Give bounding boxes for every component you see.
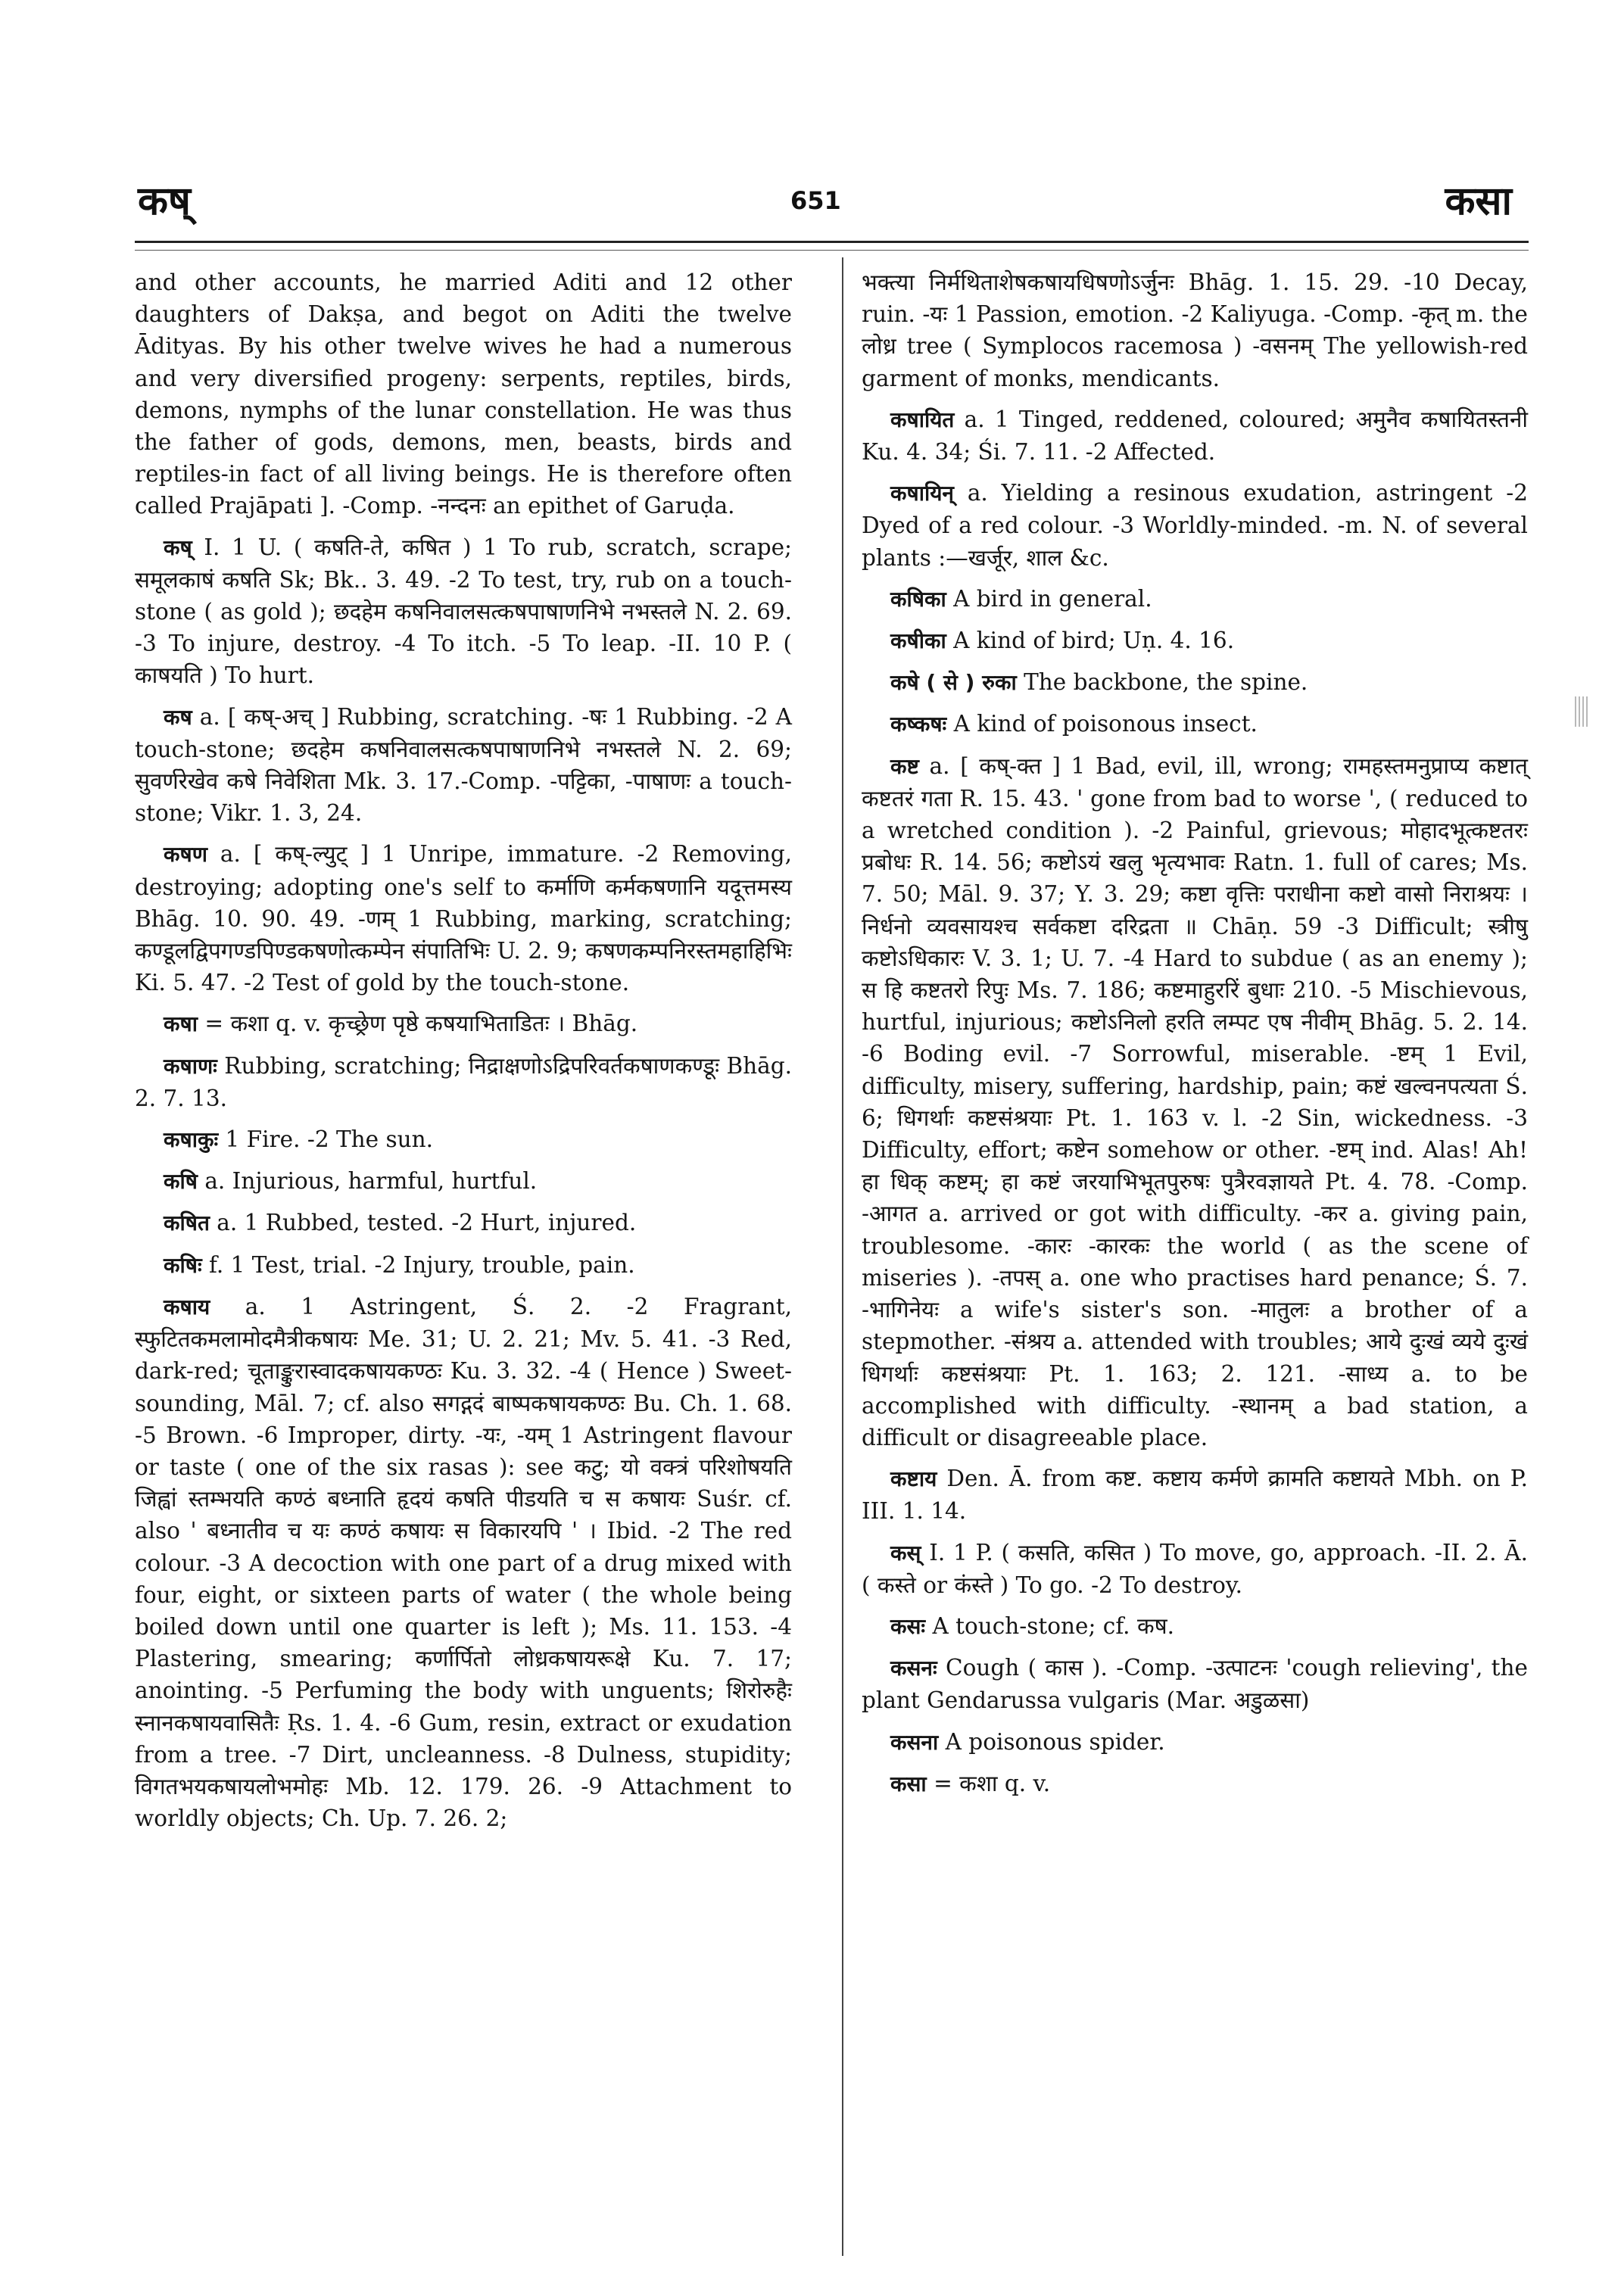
entry-text: A poisonous spider.: [945, 1728, 1165, 1755]
entry-headword: कष: [164, 704, 192, 730]
entry-text: Rubbing, scratching; निद्राक्षणोऽद्रिपरिवर्तकषाणकण्डूः Bhāg. 2. 7. 13.: [135, 1052, 792, 1111]
entry-text: A kind of bird; Uṇ. 4. 16.: [953, 628, 1235, 654]
entry-text: A bird in general.: [953, 585, 1152, 612]
dictionary-entry: [862, 1463, 1528, 1527]
entry-headword: कष्कषः: [890, 712, 947, 737]
entry-headword: कस्: [890, 1540, 921, 1566]
entry-headword: कषिः: [164, 1252, 202, 1278]
entry-text: = कशा q. v.: [934, 1770, 1051, 1796]
dictionary-entry: [862, 708, 1528, 740]
running-head-left: कष्: [138, 179, 191, 224]
dictionary-entry: [862, 750, 1528, 1453]
dictionary-entry: [135, 1291, 792, 1834]
entry-text: I. 1 U. ( कषति-ते, कषित ) 1 To rub, scratch, scrape; समूलकाषं कषति Sk; Bk.. 3. 49. -2 To test, try, rub on a touch-stone ( as gold ); छदहेम कषनिवालसत्कषपाषाणनिभे नभस्तले N. 2. 69. -3 To injure, destroy. -4 To itch. -5 To leap. -II. 10 P. ( काषयति ) To hurt.: [135, 534, 792, 689]
entry-text: A touch-stone; cf. कष.: [932, 1612, 1175, 1639]
dictionary-entry: [135, 701, 792, 830]
entry-text: and other accounts, he married Aditi and 12 other daughters of Dakṣa, and begot on Aditi the twelve Ādityas. By his other twelve wives he had a numerous and very diversified progeny: serpents, reptiles, birds, demons, nymphs of the lunar constellation. He was thus the father of gods, demons, men, beasts, birds and reptiles-in fact of all living beings. He is therefore often called Prajāpati ]. -Comp. -नन्दनः an epithet of Garuḍa.: [135, 269, 792, 519]
header-rule: [135, 241, 1529, 243]
dictionary-entry: [135, 838, 792, 999]
dictionary-entry: [862, 266, 1528, 394]
entry-text: a. Yielding a resinous exudation, astringent -2 Dyed of a red colour. -3 Worldly-minded. -m. N. of several plants :—खर्जूर, शाल &c.: [862, 480, 1528, 571]
entry-text: a. Injurious, harmful, hurtful.: [204, 1168, 538, 1195]
entry-headword: कषाय: [164, 1294, 210, 1319]
entry-headword: कषाकुः: [164, 1127, 219, 1153]
entry-text: f. 1 Test, trial. -2 Injury, trouble, pain.: [209, 1251, 635, 1278]
entry-text: a. [ कष्-अच् ] Rubbing, scratching. -षः 1 Rubbing. -2 A touch-stone; छदहेम कषनिवालसत्कषपाषाणनिभे नभस्तले N. 2. 69; सुवर्णरेखेव कषे निवेशिता Mk. 3. 17.-Comp. -पट्टिका, -पाषाणः a touch-stone; Vikr. 1. 3, 24.: [135, 703, 792, 827]
entry-headword: कसना: [890, 1729, 939, 1755]
column-divider: [842, 257, 843, 2256]
margin-marks: [1575, 696, 1590, 727]
entry-headword: कष्: [164, 534, 192, 560]
entry-text: a. 1 Tinged, reddened, coloured; अमुनैव कषायितस्तनी Ku. 4. 34; Śi. 7. 11. -2 Affected.: [862, 406, 1528, 466]
entry-text: The backbone, the spine.: [1024, 669, 1308, 696]
page-number: 651: [790, 186, 841, 215]
entry-text: A kind of poisonous insect.: [953, 711, 1258, 737]
left-column: [135, 266, 792, 1843]
right-column: [862, 266, 1528, 1809]
entry-headword: कषायित: [890, 407, 955, 432]
dictionary-entry: [135, 1249, 792, 1282]
entry-headword: कसा: [890, 1771, 927, 1796]
dictionary-entry: [135, 266, 792, 522]
entry-text: भक्त्या निर्मथिताशेषकषायधिषणोऽर्जुनः Bhāg. 1. 15. 29. -10 Decay, ruin. -यः 1 Passion, emotion. -2 Kaliyuga. -Comp. -कृत् m. the लोध्र tree ( Symplocos racemosa ) -वसनम् The yellowish-red garment of monks, mendicants.: [862, 269, 1528, 391]
entry-headword: कष्ट: [890, 753, 919, 779]
dictionary-entry: [862, 625, 1528, 657]
entry-headword: कषि: [164, 1169, 198, 1195]
entry-headword: कष्टाय: [890, 1466, 937, 1492]
entry-text: Den. Ā. from कष्ट. कष्टाय कर्मणे क्रामति कष्टायते Mbh. on P. III. 1. 14.: [862, 1466, 1528, 1525]
dictionary-entry: [135, 1207, 792, 1239]
entry-text: a. [ कष्-क्त ] 1 Bad, evil, ill, wrong; रामहस्तमनुप्राप्य कष्टात् कष्टतरं गता R. 15. 43. ' gone from bad to worse ', ( reduced to a wretched condition ). -2 Painful, grievous; मोहादभूत्कष्टतरः प्रबोधः R. 14. 56; कष्टोऽयं खलु भृत्यभावः Ratn. 1. full of cares; Ms. 7. 50; Māl. 9. 37; Y. 3. 29; कष्टा वृत्तिः पराधीना कष्टो वासो निराश्रयः । निर्धनो व्यवसायश्च सर्वकष्टा दरिद्रता ॥ Chāṇ. 59 -3 Difficult; स्त्रीषु कष्टोऽधिकारः V. 3. 1; U. 7. -4 Hard to subdue ( as an enemy ); स हि कष्टतरो रिपुः Ms. 7. 186; कष्टमाहुररिं बुधाः 210. -5 Mischievous, hurtful, injurious; कष्टोऽनिलो हरति लम्पट एष नीवीम् Bhāg. 5. 2. 14. -6 Boding evil. -7 Sorrowful, miserable. -ष्टम् 1 Evil, difficulty, misery, suffering, hardship, pain; कष्टं खल्वनपत्यता Ś. 6; धिगर्थाः कष्टसंश्रयाः Pt. 1. 163 v. l. -2 Sin, wickedness. -3 Difficulty, effort; कष्टेन somehow or other. -ष्टम् ind. Alas! Ah! हा धिक् कष्टम्; हा कष्टं जरयाभिभूतपुरुषः पुत्रैरवज्ञायते Pt. 4. 78. -Comp. -आगत a. arrived or got with difficulty. -कर a. giving pain, troublesome. -कारः -कारकः the world ( as the scene of miseries ). -तपस् a. one who practises hard penance; Ś. 7. -भागिनेयः a wife's sister's son. -मातुलः a brother of a stepmother. -संश्रय a. attended with troubles; आये दुःखं व्यये दुःखं धिगर्थाः कष्टसंश्रयाः Pt. 1. 163; 2. 121. -साध्य a. to be accomplished with difficulty. -स्थानम् a bad station, a difficult or disagreeable place.: [862, 752, 1528, 1450]
entry-headword: कषीका: [890, 628, 946, 654]
dictionary-entry: [135, 1050, 792, 1114]
dictionary-entry: [862, 1768, 1528, 1800]
entry-text: a. 1 Astringent, Ś. 2. -2 Fragrant, स्फुटितकमलामोदमैत्रीकषायः Me. 31; U. 2. 21; Mv. 5. 41. -3 Red, dark-red; चूताङ्कुरास्वादकषायकण्ठः Ku. 3. 32. -4 ( Hence ) Sweet-sounding, Māl. 7; cf. also सगद्गदं बाष्पकषायकण्ठः Bu. Ch. 1. 68. -5 Brown. -6 Improper, dirty. -यः, -यम् 1 Astringent flavour or taste ( one of the six rasas ): see कटु; यो वक्त्रं परिशोषयति जिह्वां स्तम्भयति कण्ठं बध्नाति हृदयं कषति पीडयति च स कषायः Suśr. cf. also ' बध्नातीव च यः कण्ठं कषायः स विकारयपि ' । Ibid. -2 The red colour. -3 A decoction with one part of a drug mixed with four, eight, or sixteen parts of water ( the whole being boiled down until one quarter is left ); Ms. 11. 153. -4 Plastering, smearing; कर्णार्पितो लोध्रकषायरूक्षे Ku. 7. 17; anointing. -5 Perfuming the body with unguents; शिरोरुहैः स्नानकषायवासितैः Ṛs. 1. 4. -6 Gum, resin, extract or exudation from a tree. -7 Dirt, uncleanness. -8 Dulness, stupidity; विगतभयकषायलोभमोहः Mb. 12. 179. 26. -9 Attachment to worldly objects; Ch. Up. 7. 26. 2;: [135, 1293, 792, 1832]
dictionary-entry: [862, 403, 1528, 468]
entry-headword: कसनः: [890, 1656, 937, 1681]
entry-text: = कशा q. v. कृच्छ्रेण पृष्ठे कषयाभिताडितः । Bhāg.: [204, 1011, 638, 1037]
dictionary-entry: [135, 1123, 792, 1156]
dictionary-entry: [862, 1537, 1528, 1601]
entry-headword: कषा: [164, 1011, 198, 1037]
dictionary-entry: [862, 1726, 1528, 1759]
entry-text: 1 Fire. -2 The sun.: [225, 1126, 434, 1153]
dictionary-entry: [862, 583, 1528, 615]
header-rule-thin: [135, 250, 1529, 251]
entry-text: I. 1 P. ( कसति, कसित ) To move, go, approach. -II. 2. Ā. ( कस्ते or कंस्ते ) To go. -2 To destroy.: [862, 1539, 1528, 1598]
dictionary-entry: [862, 477, 1528, 574]
dictionary-entry: [862, 1652, 1528, 1716]
dictionary-entry: [862, 1610, 1528, 1643]
entry-text: a. 1 Rubbed, tested. -2 Hurt, injured.: [217, 1210, 637, 1236]
entry-text: Cough ( कास ). -Comp. -उत्पाटनः 'cough relieving', the plant Gendarussa vulgaris (Mar. अडुळसा): [862, 1655, 1528, 1714]
dictionary-entry: [862, 666, 1528, 699]
entry-headword: कषित: [164, 1210, 210, 1236]
entry-headword: कषाणः: [164, 1053, 217, 1079]
dictionary-entry: [135, 531, 792, 692]
entry-headword: कषण: [164, 842, 207, 868]
entry-headword: कषायिन्: [890, 481, 954, 506]
dictionary-entry: [135, 1008, 792, 1040]
running-head-right: कसा: [1445, 179, 1512, 224]
entry-headword: कसः: [890, 1613, 926, 1639]
entry-headword: कषिका: [890, 586, 946, 612]
dictionary-entry: [135, 1165, 792, 1198]
entry-headword: कषे ( से ) रुका: [890, 670, 1017, 696]
entry-text: a. [ कष्-ल्युट् ] 1 Unripe, immature. -2 Removing, destroying; adopting one's self to कर्माणि कर्मकषणानि यदूत्तमस्य Bhāg. 10. 90. 49. -णम् 1 Rubbing, marking, scratching; कण्डूलद्विपगण्डपिण्डकषणोत्कम्पेन संपातिभिः U. 2. 9; कषणकम्पनिरस्तमहाहिभिः Ki. 5. 47. -2 Test of gold by the touch-stone.: [135, 841, 792, 996]
